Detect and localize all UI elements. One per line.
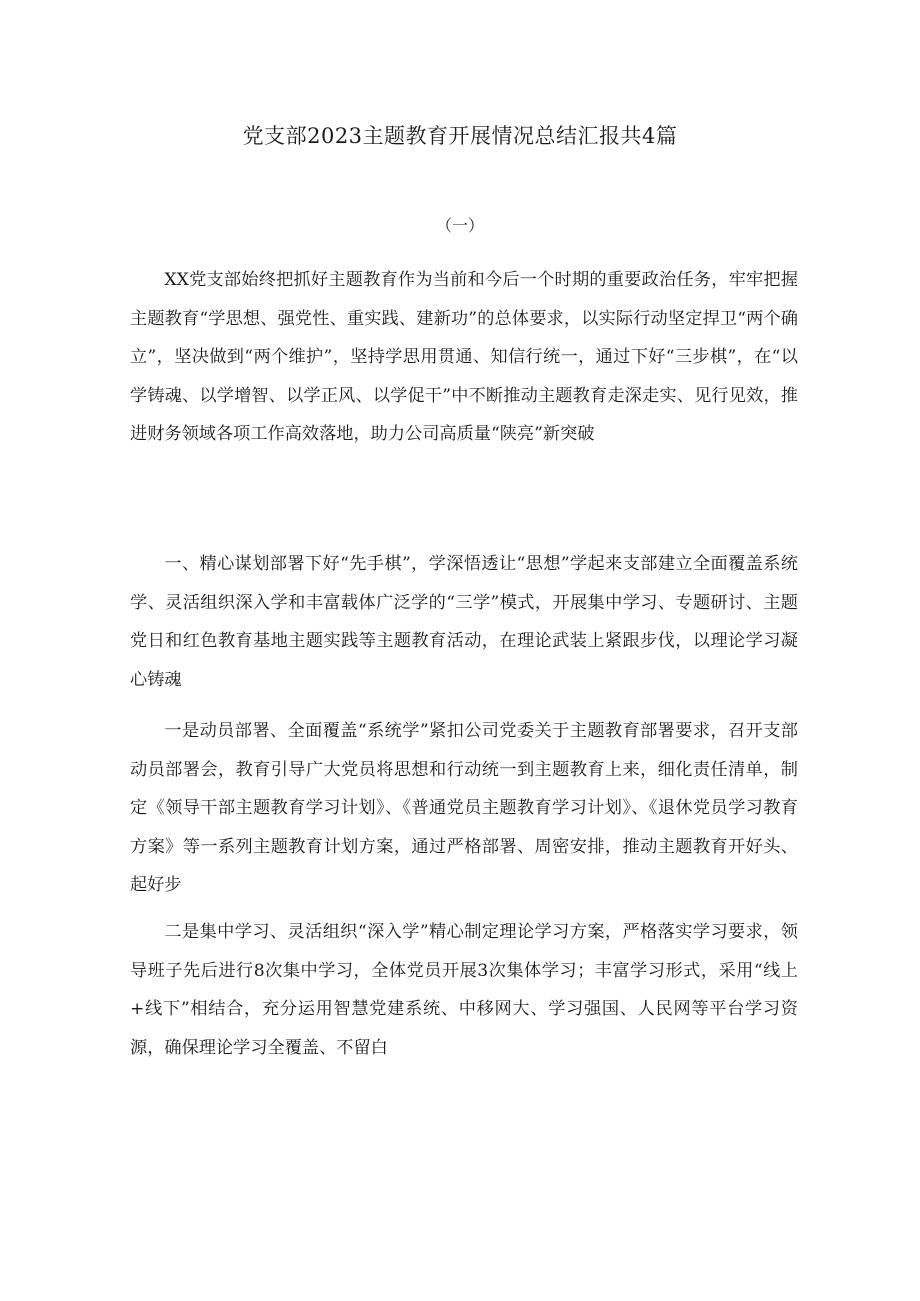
body-paragraph-point-one: 一是动员部署、全面覆盖“系统学”紧扣公司党委关于主题教育部署要求，召开支部动员部署会，教育引导广大党员将思想和行动统一到主题教育上来，细化责任清单，制定《领导干部主题教育学习计划》、《普通党员主题教育学习计划》、《退休党员学习教育方案》等一系列主题教育计划方案，通过严格部署、周密安排，推动主题教育开好头、起好步 (130, 721, 798, 895)
body-paragraph-point-two: 二是集中学习、灵活组织“深入学”精心制定理论学习方案，严格落实学习要求，领导班子先后进行8次集中学习，全体党员开展3次集体学习；丰富学习形式，采用“线上+线下”相结合，充分运用智慧党建系统、中移网大、学习强国、人民网等平台学习资源，确保理论学习全覆盖、不留白 (130, 922, 798, 1058)
document-title: 党支部2023主题教育开展情况总结汇报共4篇 (242, 124, 678, 148)
section-marker: （一） (435, 216, 484, 235)
body-paragraph-section-one: 一、精心谋划部署下好“先手棋”，学深悟透让“思想”学起来支部建立全面覆盖系统学、灵活组织深入学和丰富载体广泛学的“三学”模式，开展集中学习、专题研讨、主题党日和红色教育基地主题实践等主题教育活动，在理论武装上紧跟步伐，以理论学习凝心铸魂 (130, 554, 798, 690)
body-paragraph-intro: XX党支部始终把抓好主题教育作为当前和今后一个时期的重要政治任务，牢牢把握主题教育“学思想、强党性、重实践、建新功”的总体要求，以实际行动坚定捍卫“两个确立”，坚决做到“两个维护”，坚持学思用贯通、知信行统一，通过下好“三步棋”，在“以学铸魂、以学增智、以学正风、以学促干”中不断推动主题教育走深走实、见行见效，推进财务领域各项工作高效落地，助力公司高质量“陕亮”新突破 (130, 270, 798, 444)
